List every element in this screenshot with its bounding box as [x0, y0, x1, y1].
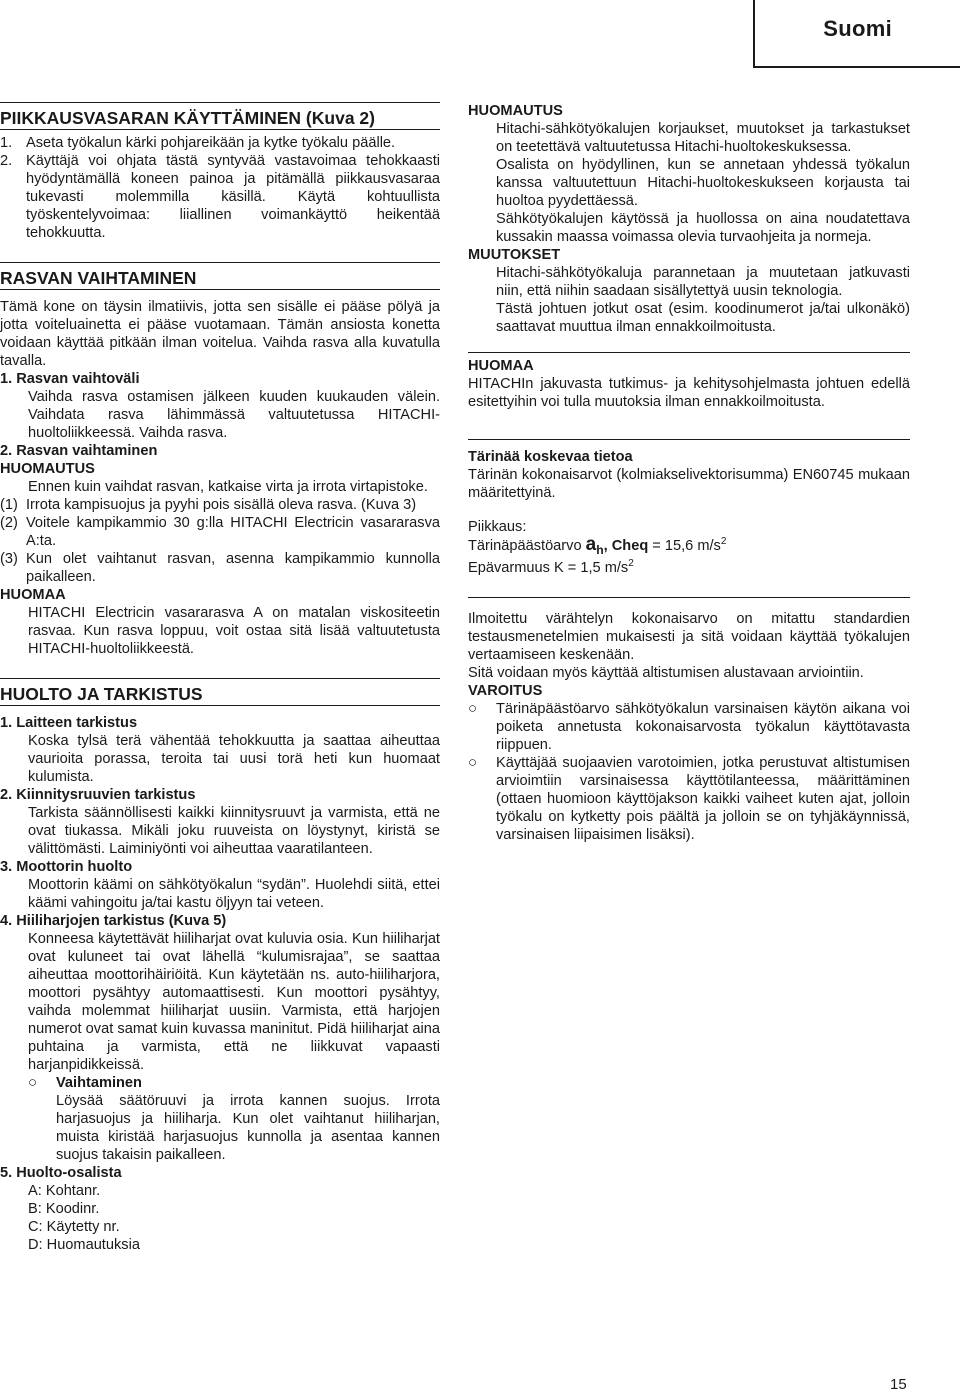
parts-line: D: Huomautuksia [28, 1237, 140, 1253]
subheading: 2. Kiinnitysruuvien tarkistus [0, 787, 196, 803]
section-title-huolto: HUOLTO JA TARKISTUS [0, 684, 203, 704]
circle-bullet-icon: ○ [28, 1074, 38, 1091]
language-tab [753, 0, 960, 68]
circle-bullet-icon: ○ [468, 699, 478, 717]
subheading: 5. Huolto-osalista [0, 1165, 122, 1181]
paragraph: Tästä johtuen jotkut osat (esim. koodinumerot ja/tai ulkonäkö) saattavat muuttua ilman ennakkoilmoitusta. [496, 301, 910, 335]
parts-line: B: Koodinr. [28, 1201, 100, 1217]
subheading: 4. Hiiliharjojen tarkistus (Kuva 5) [0, 913, 227, 929]
section-title-rasva: RASVAN VAIHTAMINEN [0, 268, 197, 288]
paragraph: Tärinän kokonaisarvot (kolmiakselivektorisumma) EN60745 mukaan määritettyinä. [468, 467, 910, 501]
step-item: (1) Irrota kampisuojus ja pyyhi pois sisällä oleva rasva. (Kuva 3) [0, 497, 417, 513]
paragraph: HITACHIn jakuvasta tutkimus- ja kehitysohjelmasta johtuen edellä esitettyihin voi tulla muutoksia ilman ennakkoilmoitusta. [468, 376, 910, 410]
page-number: 15 [890, 1376, 907, 1393]
huomautus-label: HUOMAUTUS [468, 103, 563, 119]
subheading: 3. Moottorin huolto [0, 859, 133, 875]
paragraph: Osalista on hyödyllinen, kun se annetaan yhdessä työkalun kanssa valtuutettuun Hitachi-huoltokeskukseen korjausta tai huoltoa pyydettäessä. [496, 157, 910, 209]
warning-item: ○ Tärinäpäästöarvo sähkötyökalun varsinaisen käytön aikana voi poiketa annetusta kokonaisarvosta työkalun käyttötavasta riippuen. [468, 699, 910, 753]
section-title-piikkaus: PIIKKAUSVASARAN KÄYTTÄMINEN (Kuva 2) [0, 108, 375, 128]
uncertainty-line: Epävarmuus K = 1,5 $m/s^2$ [468, 558, 634, 576]
paragraph: Hitachi-sähkötyökalujen korjaukset, muutokset ja tarkastukset on teetettävä valtuutetussa Hitachi-huoltokeskuksessa. [496, 121, 910, 155]
paragraph: Konneesa käytettävät hiiliharjat ovat kuluvia osia. Kun hiiliharjat ovat kuluneet tai ovat lähellä “kulumisrajaa”, se saattaa aiheuttaa moottorihäiriöitä. Kun käytetään ns. auto-hiiliharjora, moottori pysähtyy automaattisesti. Kun moottori pysähtyy, vaihda molemmat hiiliharjat uusiin. Varmista, että harjojen numerot ovat samat kuin kuvassa maninitut. Pidä hiiliharjat aina puhtaina ja varmista, että ne liikkuvat vapaasti harjanpidikkeissä. [28, 931, 440, 1073]
left-column [0, 102, 440, 1254]
bullet-item: ○ Vaihtaminen [28, 1074, 142, 1091]
language-label: Suomi [823, 16, 892, 41]
subheading: 1. Rasvan vaihtoväli [0, 371, 140, 387]
paragraph: Löysää säätöruuvi ja irrota kannen suojus. Irrota harjasuojus ja hiiliharja. Kun olet vaihtanut hiiliharjan, muista kiristää harjasuojus kunnolla ja asentaa kannen suojus takaisin paikalleen. [56, 1093, 440, 1163]
vibration-title: Tärinää koskevaa tietoa [468, 449, 633, 465]
parts-line: C: Käytetty nr. [28, 1219, 120, 1235]
paragraph: Hitachi-sähkötyökaluja parannetaan ja muutetaan jatkuvasti niin, että niihin saadaan sisällytettyä uusin teknologia. [496, 265, 910, 299]
muutokset-label: MUUTOKSET [468, 247, 561, 263]
varoitus-label: VAROITUS [468, 682, 543, 699]
parts-line: A: Kohtanr. [28, 1183, 101, 1199]
paragraph: Ilmoitettu värähtelyn kokonaisarvo on mitattu standardien testausmenetelmien mukaisesti ja sitä voidaan käyttää työkalujen vertaamiseen keskenään. [468, 610, 910, 663]
paragraph: Vaihda rasva ostamisen jälkeen kuuden kuukauden välein. Vaihdata rasva lähimmässä valtuutetussa HITACHI-huoltoliikkeessä. Vaihda rasva. [28, 389, 440, 441]
paragraph: Moottorin käämi on sähkötyökalun “sydän”. Huolehdi siitä, ettei käämi vahingoitu ja/tai kastu öljyyn tai veteen. [28, 877, 440, 911]
subheading: 2. Rasvan vaihtaminen [0, 443, 158, 459]
list-item: 1. Aseta työkalun kärki pohjareikään ja kytke työkalu päälle. [0, 135, 396, 151]
rasva-intro: Tämä kone on täysin ilmatiivis, jotta sen sisälle ei pääse pölyä ja jotta voiteluainetta ei pääse vuotamaan. Tämän ansiosta konetta voidaan käyttää pitkään ilman voitelua. Vaihda rasva alla kuvatulla tavalla. [0, 299, 440, 369]
huomautus-label: HUOMAUTUS [0, 461, 95, 477]
paragraph: Sitä voidaan myös käyttää altistumisen alustavaan arviointiin. [468, 664, 864, 681]
paragraph: Sähkötyökalujen käytössä ja huollossa on aina noudatettava kussakin maassa voimassa olevia turvaohjeita ja normeja. [496, 211, 910, 245]
paragraph: HITACHI Electricin vasararasva A on matalan viskositeetin rasvaa. Kun rasva loppuu, voit ostaa sitä lisää valtuutetusta HITACHI-huoltoliikkeestä. [28, 605, 440, 657]
right-column [468, 102, 910, 844]
warning-item: ○ Käyttäjää suojaavien varotoimien, jotka perustuvat altistumisen arvioimtiin varsinaisessa käyttötilanteessa, määrittäminen (ottaen huomioon käyttöjakson kaikki vaiheet kuten ajat, jolloin työkalu on kytketty pois päältä ja jolloin se on tyhjäkäynnissä, varsinaisen liipaisimen lisäksi). [468, 753, 910, 843]
list-item: 2. Käyttäjä voi ohjata tästä syntyvää vastavoimaa tehokkaasti hyödyntämällä koneen painoa ja pitämällä piikkausvasaraa tukevasti molemmilla käsillä. Käytä kohtuullista työskentelyvoimaa: liiallinen voimankäyttö heikentää tehokkuutta. [0, 153, 440, 241]
step-item: (2) Voitele kampikammio 30 g:lla HITACHI Electricin vasararasva A:ta. [0, 515, 440, 549]
subheading: 1. Laitteen tarkistus [0, 715, 138, 731]
paragraph: Koska tylsä terä vähentää tehokkuutta ja saattaa aiheuttaa vaurioita porassa, teroita tai uusi torä heti kun huomaat kulumista. [28, 733, 440, 785]
piikkaus-label: Piikkaus: [468, 519, 527, 535]
step-item: (3) Kun olet vaihtanut rasvan, asenna kampikammio kunnolla paikalleen. [0, 551, 440, 585]
circle-bullet-icon: ○ [468, 753, 478, 771]
paragraph: Ennen kuin vaihdat rasvan, katkaise virta ja irrota virtapistoke. [28, 479, 428, 495]
emission-line: Tärinäpäästöarvo $a_h$, Cheq = 15,6 $m/s^2$ [468, 534, 727, 557]
huomaa-label: HUOMAA [0, 587, 66, 603]
huomaa-label: HUOMAA [468, 358, 534, 374]
paragraph: Tarkista säännöllisesti kaikki kiinnitysruuvt ja varmista, että ne ovat tiukassa. Mikäli joku ruuveista on löystynyt, kiristä se välittömästi. Laiminiyönti voi aiheuttaa vaaratilanteen. [28, 805, 440, 857]
